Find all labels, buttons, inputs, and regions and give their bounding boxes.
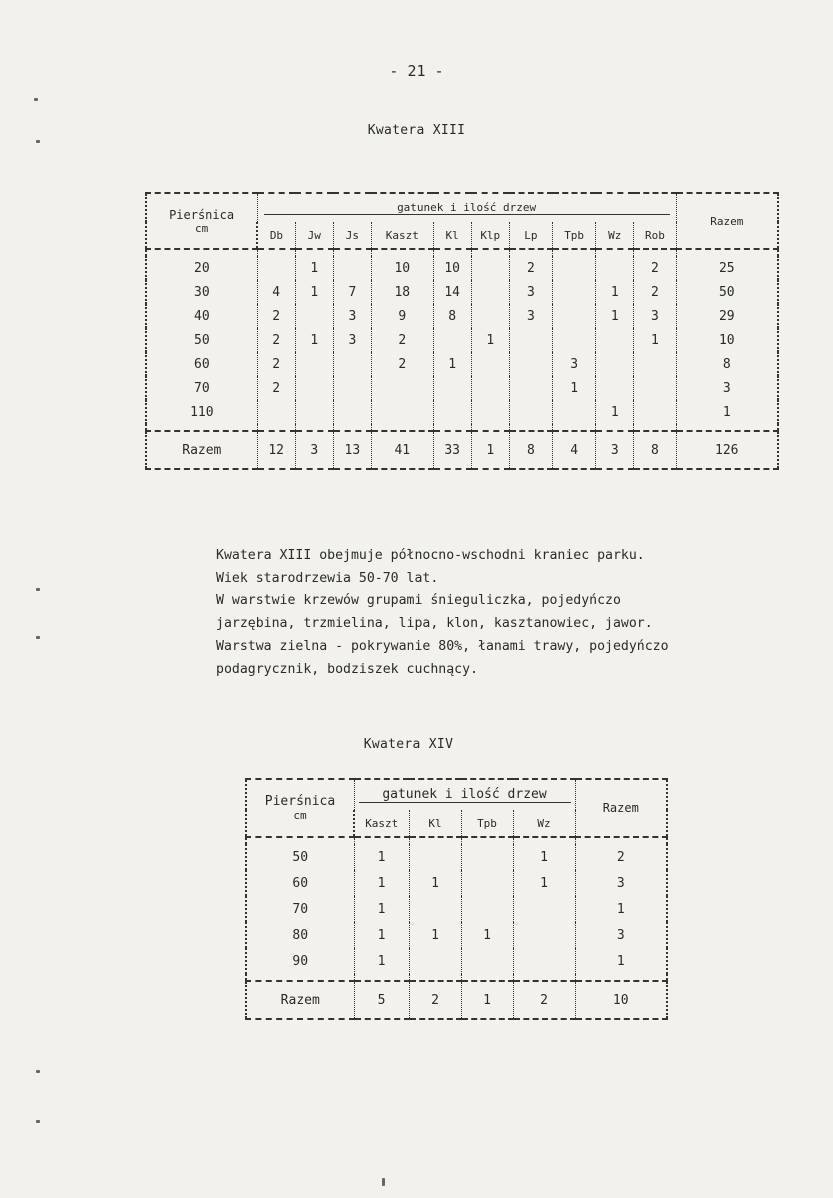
header-diameter (246, 779, 354, 837)
row-value-jw: 1 (295, 256, 333, 280)
margin-mark (36, 636, 40, 639)
row-value-kl (433, 400, 471, 424)
row-total: 2 (575, 844, 667, 870)
spacer-cell (634, 249, 676, 256)
row-diameter: 50 (146, 328, 257, 352)
margin-mark (36, 140, 40, 143)
row-diameter: 70 (246, 896, 354, 922)
row-value-db: 2 (257, 304, 295, 328)
table-row (246, 870, 667, 896)
spacer-cell (461, 837, 513, 844)
description-paragraph (216, 545, 816, 681)
row-value-js (333, 352, 371, 376)
row-value-wz (513, 922, 575, 948)
species-header-kaszt: Kaszt (354, 810, 409, 837)
row-value-tpb: 1 (553, 376, 596, 400)
table-row (246, 896, 667, 922)
spacer-cell (433, 424, 471, 431)
spacer-cell (471, 249, 509, 256)
spacer-cell (596, 249, 634, 256)
spacer-cell (371, 249, 433, 256)
sum-value-kaszt: 5 (354, 981, 409, 1019)
row-value-jw: 1 (295, 328, 333, 352)
spacer-cell (461, 974, 513, 981)
margin-mark (36, 588, 40, 591)
spacer-cell (333, 424, 371, 431)
row-value-rob: 2 (634, 280, 676, 304)
sum-value-js: 13 (333, 431, 371, 469)
table-row (146, 376, 778, 400)
row-diameter: 60 (146, 352, 257, 376)
paragraph-line: Wiek starodrzewia 50-70 lat. (216, 570, 439, 586)
table-kwatera-xiii (145, 192, 779, 470)
paragraph-line: jarzębina, trzmielina, lipa, klon, kasztanowiec, jawor. (216, 616, 653, 632)
row-value-kaszt: 10 (371, 256, 433, 280)
spacer-cell (471, 424, 509, 431)
sum-value-kl: 33 (433, 431, 471, 469)
sum-label: Razem (246, 981, 354, 1019)
species-header-klp: Klp (471, 222, 509, 249)
row-total: 25 (676, 256, 778, 280)
row-value-rob: 3 (634, 304, 676, 328)
row-value-db: 2 (257, 376, 295, 400)
row-value-tpb (553, 256, 596, 280)
species-header-kaszt: Kaszt (371, 222, 433, 249)
row-value-kl (409, 896, 461, 922)
spacer-cell (409, 837, 461, 844)
table-row (146, 352, 778, 376)
row-value-kaszt: 1 (354, 870, 409, 896)
row-diameter: 110 (146, 400, 257, 424)
row-value-tpb: 3 (553, 352, 596, 376)
row-value-rob (634, 352, 676, 376)
sum-value-rob: 8 (634, 431, 676, 469)
species-header-js: Js (333, 222, 371, 249)
species-header-jw: Jw (295, 222, 333, 249)
row-value-klp (471, 352, 509, 376)
row-total: 50 (676, 280, 778, 304)
row-value-js (333, 256, 371, 280)
header-species-group-label: gatunek i ilość drzew (264, 201, 670, 215)
row-value-db (257, 256, 295, 280)
row-value-kaszt: 2 (371, 352, 433, 376)
row-total: 1 (676, 400, 778, 424)
row-value-jw (295, 352, 333, 376)
header-diameter-unit: cm (194, 221, 209, 235)
margin-mark (36, 1120, 40, 1123)
row-value-lp (509, 376, 552, 400)
sum-row (246, 981, 667, 1019)
row-value-jw (295, 400, 333, 424)
row-value-jw: 1 (295, 280, 333, 304)
sum-value-db: 12 (257, 431, 295, 469)
species-header-lp: Lp (509, 222, 552, 249)
spacer-cell (257, 424, 295, 431)
row-diameter: 90 (246, 948, 354, 974)
row-value-tpb (553, 400, 596, 424)
header-species-group-label: gatunek i ilość drzew (359, 787, 571, 803)
spacer-cell (553, 249, 596, 256)
row-value-kaszt: 1 (354, 844, 409, 870)
row-value-tpb (461, 844, 513, 870)
row-value-kaszt: 1 (354, 948, 409, 974)
header-species-group (257, 193, 676, 222)
row-total: 1 (575, 948, 667, 974)
spacer-cell (409, 974, 461, 981)
species-header-rob: Rob (634, 222, 676, 249)
header-total: Razem (676, 193, 778, 249)
row-value-kl: 14 (433, 280, 471, 304)
spacer-cell (553, 424, 596, 431)
row-value-lp: 2 (509, 256, 552, 280)
sum-value-tpb: 4 (553, 431, 596, 469)
row-value-wz (596, 256, 634, 280)
row-value-db: 4 (257, 280, 295, 304)
row-diameter: 80 (246, 922, 354, 948)
table-row (146, 280, 778, 304)
row-value-klp (471, 376, 509, 400)
row-value-wz (513, 896, 575, 922)
paragraph-line: Warstwa zielna - pokrywanie 80%, łanami trawy, pojedyńczo (216, 638, 669, 654)
row-value-js (333, 400, 371, 424)
table-row (146, 304, 778, 328)
sum-label: Razem (146, 431, 257, 469)
sum-total: 126 (676, 431, 778, 469)
sum-value-klp: 1 (471, 431, 509, 469)
row-value-tpb (461, 870, 513, 896)
row-total: 10 (676, 328, 778, 352)
spacer-cell (246, 837, 354, 844)
table-row (246, 922, 667, 948)
page-number: - 21 - (389, 62, 444, 80)
row-value-wz: 1 (596, 304, 634, 328)
row-diameter: 60 (246, 870, 354, 896)
row-value-js: 7 (333, 280, 371, 304)
paragraph-line: podagrycznik, bodziszek cuchnący. (216, 661, 479, 677)
spacer-cell (575, 837, 667, 844)
sum-total: 10 (575, 981, 667, 1019)
row-value-kaszt: 9 (371, 304, 433, 328)
row-value-rob: 2 (634, 256, 676, 280)
header-diameter-label: Pierśnica (169, 207, 235, 222)
header-species-group (354, 779, 575, 810)
row-value-wz (596, 352, 634, 376)
spacer-cell (295, 249, 333, 256)
row-value-tpb (553, 328, 596, 352)
row-value-db: 2 (257, 328, 295, 352)
row-value-rob (634, 400, 676, 424)
row-value-js: 3 (333, 304, 371, 328)
spacer-cell (246, 974, 354, 981)
row-value-kl: 1 (409, 870, 461, 896)
row-value-tpb (553, 280, 596, 304)
spacer-cell (354, 837, 409, 844)
spacer-cell (513, 974, 575, 981)
table-row (146, 400, 778, 424)
sum-row (146, 431, 778, 469)
table-row (246, 844, 667, 870)
paragraph-line: Kwatera XIII obejmuje północno-wschodni kraniec parku. (216, 548, 645, 563)
row-value-kl (409, 948, 461, 974)
row-value-wz: 1 (596, 280, 634, 304)
row-value-kl: 1 (433, 352, 471, 376)
row-value-db (257, 400, 295, 424)
row-value-wz: 1 (596, 400, 634, 424)
row-value-wz: 1 (513, 844, 575, 870)
spacer-cell (634, 424, 676, 431)
row-total: 29 (676, 304, 778, 328)
sum-value-wz: 3 (596, 431, 634, 469)
row-value-kaszt (371, 400, 433, 424)
row-total: 3 (575, 870, 667, 896)
spacer-cell (676, 424, 778, 431)
row-value-klp (471, 280, 509, 304)
row-value-kl (433, 328, 471, 352)
header-diameter-label: Pierśnica (264, 794, 336, 809)
row-value-lp (509, 400, 552, 424)
row-value-kl (409, 844, 461, 870)
sum-value-kl: 2 (409, 981, 461, 1019)
row-value-lp: 3 (509, 280, 552, 304)
header-total: Razem (575, 779, 667, 837)
spacer-cell (596, 424, 634, 431)
species-header-kl: Kl (433, 222, 471, 249)
row-total: 3 (676, 376, 778, 400)
row-value-wz (596, 328, 634, 352)
row-value-klp (471, 304, 509, 328)
spacer-cell (676, 249, 778, 256)
row-value-jw (295, 304, 333, 328)
sum-value-kaszt: 41 (371, 431, 433, 469)
row-total: 3 (575, 922, 667, 948)
row-value-kaszt: 18 (371, 280, 433, 304)
spacer-cell (509, 424, 552, 431)
row-value-rob (634, 376, 676, 400)
row-value-kl (433, 376, 471, 400)
table-row (246, 948, 667, 974)
section-title-kwatera-xiii: Kwatera XIII (367, 123, 466, 138)
spacer-cell (509, 249, 552, 256)
margin-mark (34, 98, 38, 101)
spacer-cell (333, 249, 371, 256)
paragraph-line: W warstwie krzewów grupami śnieguliczka, pojedyńczo (216, 593, 621, 609)
table-row (146, 256, 778, 280)
row-value-klp: 1 (471, 328, 509, 352)
row-diameter: 30 (146, 280, 257, 304)
spacer-cell (433, 249, 471, 256)
sum-value-tpb: 1 (461, 981, 513, 1019)
row-value-kaszt: 1 (354, 896, 409, 922)
row-value-kl: 10 (433, 256, 471, 280)
row-value-tpb: 1 (461, 922, 513, 948)
sum-value-jw: 3 (295, 431, 333, 469)
row-diameter: 50 (246, 844, 354, 870)
sum-value-wz: 2 (513, 981, 575, 1019)
species-header-kl: Kl (409, 810, 461, 837)
row-value-db: 2 (257, 352, 295, 376)
spacer-cell (575, 974, 667, 981)
header-diameter-unit: cm (293, 809, 307, 822)
row-value-tpb (461, 896, 513, 922)
row-value-wz (513, 948, 575, 974)
spacer-cell (295, 424, 333, 431)
row-value-tpb (461, 948, 513, 974)
species-header-wz: Wz (596, 222, 634, 249)
row-value-kl: 8 (433, 304, 471, 328)
row-value-klp (471, 400, 509, 424)
section-title-kwatera-xiv: Kwatera XIV (363, 737, 454, 752)
spacer-cell (257, 249, 295, 256)
row-total: 8 (676, 352, 778, 376)
row-value-jw (295, 376, 333, 400)
row-value-js: 3 (333, 328, 371, 352)
row-total: 1 (575, 896, 667, 922)
spacer-cell (371, 424, 433, 431)
spacer-cell (146, 424, 257, 431)
species-header-tpb: Tpb (461, 810, 513, 837)
row-value-tpb (553, 304, 596, 328)
row-value-lp (509, 328, 552, 352)
row-value-kl: 1 (409, 922, 461, 948)
table-kwatera-xiv (245, 778, 668, 1020)
margin-mark (36, 1070, 40, 1073)
row-value-lp: 3 (509, 304, 552, 328)
row-value-klp (471, 256, 509, 280)
species-header-db: Db (257, 222, 295, 249)
spacer-cell (146, 249, 257, 256)
row-value-js (333, 376, 371, 400)
row-diameter: 40 (146, 304, 257, 328)
sum-value-lp: 8 (509, 431, 552, 469)
row-value-wz (596, 376, 634, 400)
table-row (146, 328, 778, 352)
margin-mark (382, 1178, 385, 1186)
spacer-cell (513, 837, 575, 844)
species-header-wz: Wz (513, 810, 575, 837)
row-value-wz: 1 (513, 870, 575, 896)
header-diameter (146, 193, 257, 249)
spacer-cell (354, 974, 409, 981)
row-value-rob: 1 (634, 328, 676, 352)
row-value-lp (509, 352, 552, 376)
row-value-kaszt: 2 (371, 328, 433, 352)
row-value-kaszt (371, 376, 433, 400)
species-header-tpb: Tpb (553, 222, 596, 249)
row-diameter: 20 (146, 256, 257, 280)
row-diameter: 70 (146, 376, 257, 400)
row-value-kaszt: 1 (354, 922, 409, 948)
